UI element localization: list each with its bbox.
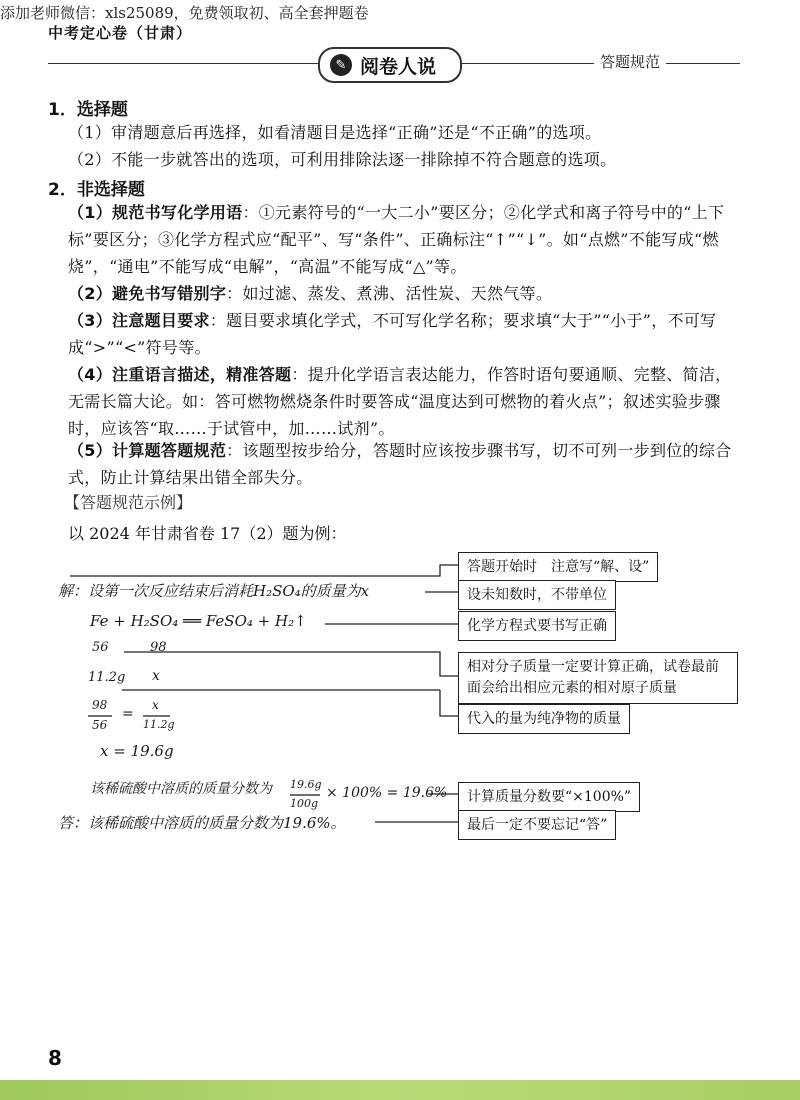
hw-let-statement: 解：设第一次反应结束后消耗H₂SO₄的质量为x <box>58 582 370 600</box>
hw-mass-fe: 11.2g <box>88 670 126 685</box>
section-2-heading: 2．非选择题 <box>48 180 145 200</box>
note-box-4: 相对分子质量一定要计算正确，试卷最前面会给出相应元素的相对原子质量 <box>458 652 738 704</box>
note-box-6: 计算质量分数要“×100%” <box>458 782 640 812</box>
section-tag: 答题规范 <box>594 51 666 72</box>
hw-calc-suffix: × 100% = 19.6% <box>326 785 448 801</box>
connector-1 <box>70 565 458 576</box>
s1-paragraph-1: （1）审清题意后再选择，如看清题目是选择“正确”还是“不正确”的选项。 <box>68 123 602 142</box>
note-box-2: 设未知数时，不带单位 <box>458 580 616 610</box>
section-title: 阅卷人说 <box>360 55 437 78</box>
note-box-5: 代入的量为纯净物的质量 <box>458 704 630 734</box>
hw-frac2-den: 11.2g <box>143 718 175 731</box>
item-5-text: ：该题型按步给分，答题时应该按步骤书写，切不可列一步到位的综合式，防止计算结果出错全部失分。 <box>68 441 732 487</box>
hw-unknown-x: x <box>152 668 160 684</box>
page-number: 8 <box>48 1046 62 1070</box>
connector-4a <box>124 652 458 676</box>
item-4-label: （4）注重语言描述，精准答题 <box>68 365 292 384</box>
item-2-text: ：如过滤、蒸发、煮沸、活性炭、天然气等。 <box>226 284 553 303</box>
item-2-label: （2）避免书写错别字 <box>68 284 227 303</box>
s1-paragraph-2: （2）不能一步就答出的选项，可利用排除法逐一排除掉不符合题意的选项。 <box>68 150 617 169</box>
megaphone-icon: ✎ <box>330 54 352 76</box>
hw-frac1-num: 98 <box>92 698 108 712</box>
hw-calc-den: 100g <box>290 797 319 810</box>
brand-title: 中考定心卷（甘肃） <box>48 24 193 42</box>
hw-equation: Fe + H₂SO₄ ══ FeSO₄ + H₂↑ <box>90 612 307 630</box>
item-1-text: ：①元素符号的“一大二小”要区分；②化学式和离子符号中的“上下标”要区分；③化学方程式应“配平”、写“条件”、正确标注“↑”“↓”。如“点燃”不能写成“燃烧”，“通电”不能写成“电解”，“高温”不能写成“△”等。 <box>68 203 725 276</box>
hw-frac-equals: = <box>122 706 134 722</box>
example-lead: 以 2024 年甘肃省卷 17（2）题为例： <box>68 524 347 543</box>
footer-bar <box>0 1080 800 1100</box>
item-1-label: （1）规范书写化学用语 <box>68 203 243 222</box>
hw-molar-mass-h2so4: 98 <box>150 640 167 655</box>
item-5-label: （5）计算题答题规范 <box>68 441 227 460</box>
hw-answer: 答：该稀硫酸中溶质的质量分数为19.6%。 <box>58 814 346 832</box>
hw-calc-prefix: 该稀硫酸中溶质的质量分数为 <box>90 781 272 797</box>
hw-frac1-den: 56 <box>92 718 108 732</box>
hw-result: x = 19.6g <box>100 742 174 760</box>
item-4-text: ：提升化学语言表达能力，作答时语句要通顺、完整、简洁，无需长篇大论。如：答可燃物燃烧条件时要答成“温度达到可燃物的着火点”；叙述实验步骤时，应该答“取……于试管中，加……试剂”。 <box>68 365 732 438</box>
hw-molar-mass-fe: 56 <box>92 640 109 655</box>
item-3-label: （3）注意题目要求 <box>68 311 210 330</box>
section-1-heading: 1．选择题 <box>48 100 128 120</box>
hw-frac2-num: x <box>152 698 159 712</box>
item-3-text: ：题目要求填化学式，不可写化学名称；要求填“大于”“小于”，不可写成“>”“<”符号等。 <box>68 311 717 357</box>
note-box-7: 最后一定不要忘记“答” <box>458 810 616 840</box>
note-box-3: 化学方程式要书写正确 <box>458 611 616 641</box>
connector-5 <box>440 690 458 716</box>
example-title: 【答题规范示例】 <box>64 493 193 512</box>
hw-calc-num: 19.6g <box>290 778 322 791</box>
note-box-1: 答题开始时 注意写“解、设” <box>458 552 658 582</box>
watermark-text: 添加老师微信：xls25089，免费领取初、高全套押题卷 <box>0 4 369 22</box>
